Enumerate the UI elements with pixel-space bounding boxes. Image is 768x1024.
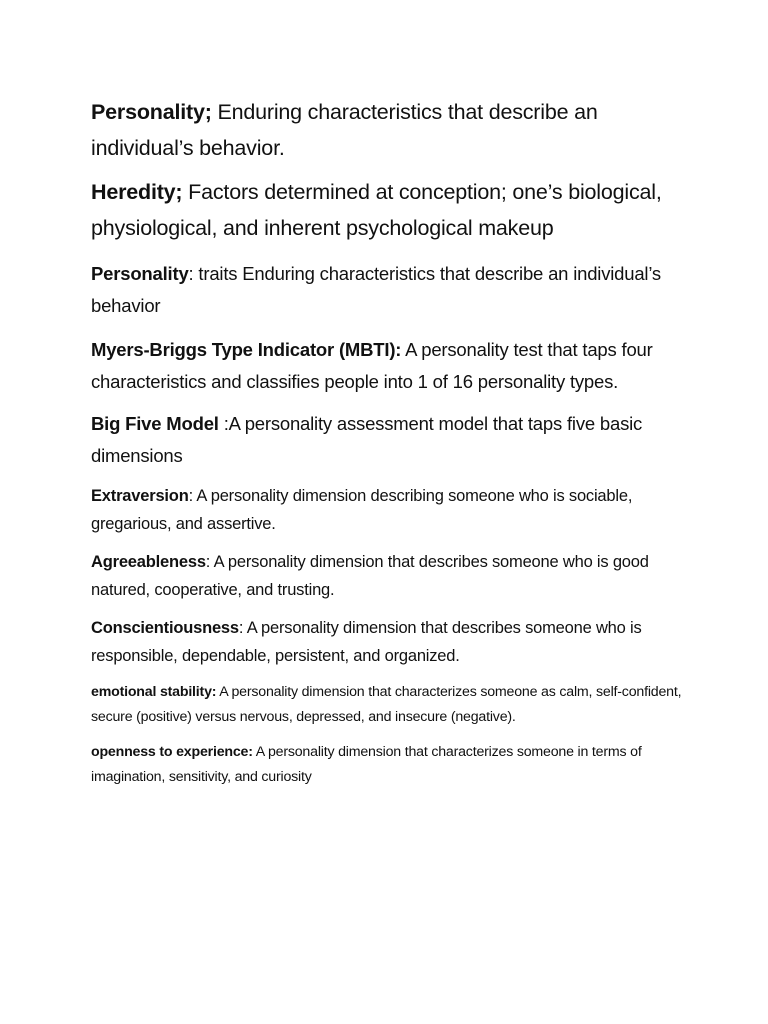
entry-term: Heredity;: [91, 180, 183, 204]
entry-definition: : A personality dimension that describes someone who is responsible, dependable, persistent, and organized.: [91, 619, 642, 665]
entry-term: emotional stability:: [91, 684, 217, 700]
entry-definition: A personality test that taps four characteristics and classifies people into 1 of 16 personality types.: [91, 339, 653, 392]
entry-definition: : A personality dimension describing someone who is sociable, gregarious, and assertive.: [91, 487, 633, 533]
entry-definition: :A personality assessment model that taps five basic dimensions: [91, 413, 643, 466]
entry-agreeableness: [91, 548, 688, 604]
entry-term: Myers-Briggs Type Indicator (MBTI):: [91, 339, 402, 360]
entry-definition: A personality dimension that characterizes someone in terms of imagination, sensitivity, and curiosity: [91, 744, 642, 785]
entry-personality: [91, 94, 688, 166]
entry-definition: A personality dimension that characterizes someone as calm, self-confident, secure (positive) versus nervous, depressed, and insecure (negative).: [91, 684, 682, 725]
entry-extraversion: [91, 482, 688, 538]
entry-term: Big Five Model: [91, 413, 219, 434]
entry-term: openness to experience:: [91, 744, 253, 760]
entry-definition: Enduring characteristics that describe an individual’s behavior.: [91, 100, 598, 160]
entry-heredity: [91, 174, 688, 246]
entry-term: Agreeableness: [91, 553, 206, 571]
entry-term: Conscientiousness: [91, 619, 239, 637]
entry-mbti: [91, 334, 688, 398]
entry-definition: : A personality dimension that describes someone who is good natured, cooperative, and trusting.: [91, 553, 649, 599]
entry-big-five-model: [91, 408, 688, 472]
entry-conscientiousness: [91, 614, 688, 670]
entry-personality-traits: [91, 258, 688, 322]
entry-openness-to-experience: [91, 740, 688, 790]
entry-term: Extraversion: [91, 487, 189, 505]
entry-definition: : traits Enduring characteristics that describe an individual’s behavior: [91, 263, 661, 316]
entry-emotional-stability: [91, 680, 688, 730]
entry-term: Personality;: [91, 100, 212, 124]
entry-term: Personality: [91, 263, 189, 284]
entry-definition: Factors determined at conception; one’s biological, physiological, and inherent psychological makeup: [91, 180, 662, 240]
